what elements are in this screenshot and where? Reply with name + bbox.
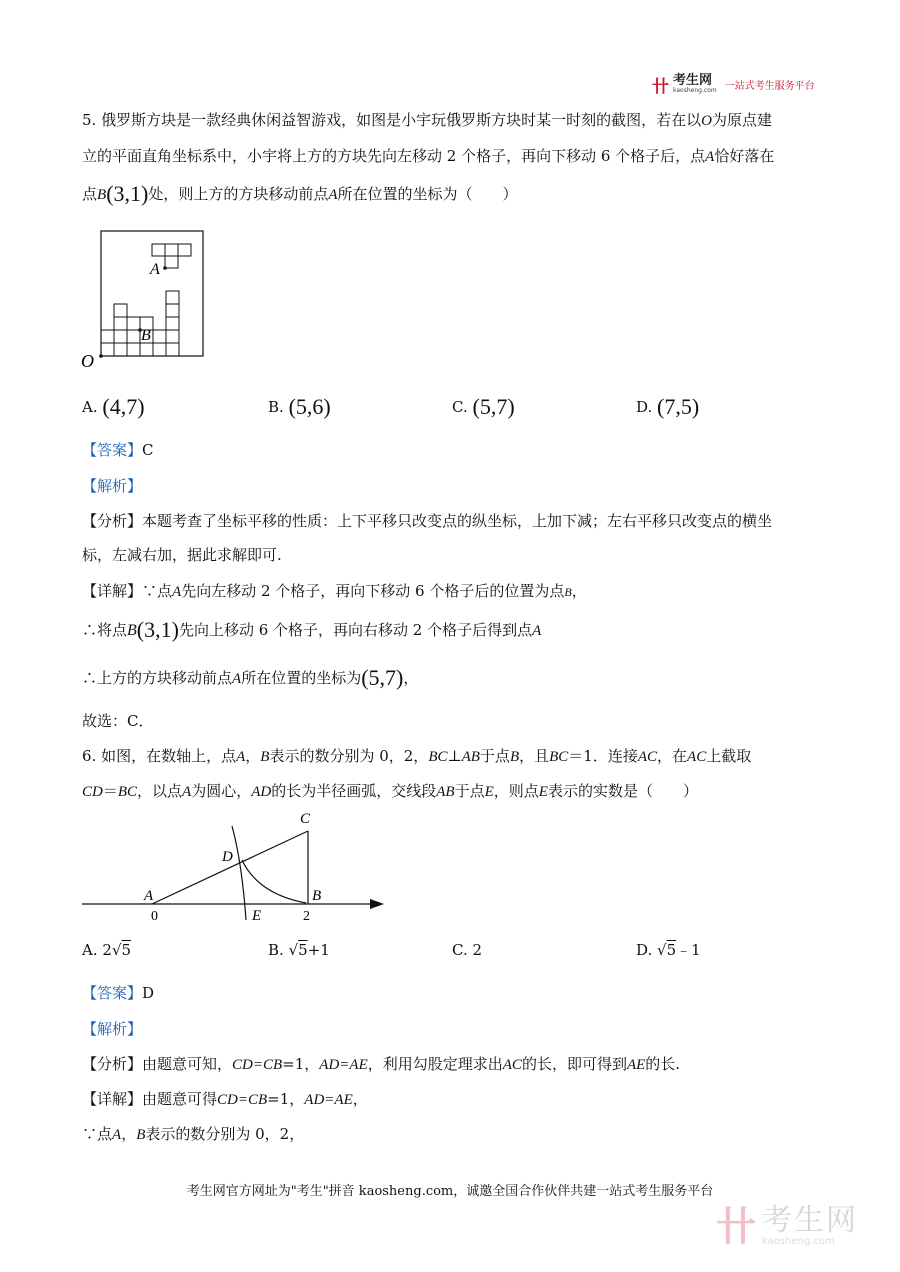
q5-fenxi-line-2: 标，左减右加，据此求解即可. — [82, 546, 282, 564]
stack-cell — [153, 343, 166, 356]
q6-analysis-tag: 【解析】 — [82, 1020, 143, 1038]
header-slogan: 一站式考生服务平台 — [724, 80, 815, 92]
q5-stem-line-2: 立的平面直角坐标系中，小宇将上方的方块先向左移动 2 个格子，再向下移动 6 个格子后，点A恰好落在 — [82, 147, 775, 165]
stack-cell — [114, 304, 127, 317]
stack-cell — [101, 330, 114, 343]
page-footer: 考生网官方网址为"考生"拼音 kaosheng.com，诚邀全国合作伙伴共建一站式考生服务平台 — [186, 1184, 714, 1199]
label-zero: 0 — [151, 909, 158, 924]
stack-cell — [114, 330, 127, 343]
q6-answer: 【答案】D — [82, 984, 155, 1002]
q5-tetris-figure — [78, 228, 208, 370]
sqrt-icon: √ — [657, 941, 667, 959]
label-B: B — [141, 327, 151, 344]
q5-detail-line-3: ∴上方的方块移动前点A所在位置的坐标为(5,7)， — [82, 665, 419, 690]
label-E: E — [252, 908, 262, 924]
logo-domain: kaosheng.com — [673, 87, 717, 94]
watermark-name: 考生网 — [762, 1203, 858, 1238]
watermark-domain: kaosheng.com — [762, 1236, 835, 1247]
q6-detail-line-1: 【详解】由题意可得CD=CB=1，AD=AE， — [82, 1090, 368, 1108]
header-logo — [652, 72, 815, 96]
stack-cell — [153, 330, 166, 343]
stack-cell — [166, 291, 179, 304]
q5-stem-line-1: 5. 俄罗斯方块是一款经典休闲益智游戏，如图是小宇玩俄罗斯方块时某一时刻的截图，若在以O为原点建 — [82, 111, 772, 129]
point-O-dot — [99, 354, 103, 358]
q5-option-d[interactable]: D. (7,5) — [636, 394, 700, 419]
piece-cell — [152, 244, 165, 256]
piece-cell — [165, 244, 178, 256]
q6-option-c[interactable]: C. 2 — [452, 941, 483, 959]
stack-cell — [114, 317, 127, 330]
watermark — [716, 1203, 858, 1250]
stack-cell — [166, 317, 179, 330]
logo-text — [673, 74, 717, 94]
q5-detail-line-1: 【详解】∵点A先向左移动 2 个格子，再向下移动 6 个格子后的位置为点B， — [82, 582, 587, 600]
q6-stem-line-2: CD＝BC，以点A为圆心，AD的长为半径画弧，交线段AB于点E，则点E表示的实数是（ ） — [82, 782, 698, 800]
stack-cell — [166, 330, 179, 343]
label-O: O — [81, 351, 94, 370]
q5-option-c[interactable]: C. (5,7) — [452, 394, 515, 419]
arc-lower — [242, 860, 306, 903]
q5-option-b[interactable]: B. (5,6) — [268, 394, 331, 419]
arc-upper — [232, 826, 246, 920]
stack-cell — [166, 304, 179, 317]
q5-fenxi-line-1: 【分析】本题考查了坐标平移的性质：上下平移只改变点的纵坐标，上加下减；左右平移只改变点的横坐 — [82, 512, 773, 530]
q5-stem-line-3: 点B(3,1)处，则上方的方块移动前点A所在位置的坐标为（ ） — [82, 181, 518, 206]
label-C: C — [300, 811, 311, 827]
stack-cell — [127, 330, 140, 343]
label-two: 2 — [303, 909, 310, 924]
sqrt-icon: √ — [288, 941, 299, 959]
stack-cell — [127, 343, 140, 356]
q5-choose: 故选：C． — [82, 712, 154, 730]
q6-option-a[interactable]: A. 2√5 — [82, 941, 132, 959]
stack-cell — [140, 343, 153, 356]
axis-arrow — [370, 899, 384, 909]
stack-cell — [127, 317, 140, 330]
label-A: A — [144, 888, 154, 904]
q5-analysis-tag: 【解析】 — [82, 477, 143, 495]
label-D: D — [222, 849, 233, 865]
sqrt-icon: √ — [111, 941, 122, 959]
point-A-dot — [163, 266, 167, 270]
label-A: A — [150, 261, 160, 278]
stack-cell — [114, 343, 127, 356]
q6-numberline-figure — [82, 808, 392, 926]
segment-AC — [152, 831, 308, 904]
q6-detail-line-2: ∵点A，B表示的数分别为 0，2， — [82, 1125, 305, 1143]
q6-fenxi: 【分析】由题意可知，CD=CB=1，AD=AE，利用勾股定理求出AC的长，即可得到AE的长. — [82, 1055, 681, 1073]
logo-name: 考生网 — [673, 73, 713, 88]
logo-icon: 卄 — [652, 76, 669, 97]
q6-option-b[interactable]: B. √5+1 — [268, 941, 330, 959]
q6-stem-line-1: 6. 如图，在数轴上，点A，B表示的数分别为 0，2，BC⊥AB于点B，且BC＝1．连接AC，在AC上截取 — [82, 747, 752, 765]
piece-cell — [165, 256, 178, 268]
stack-cell — [101, 343, 114, 356]
q6-option-d[interactable]: D. √5﹣1 — [636, 941, 701, 959]
watermark-logo-icon: 卄 — [716, 1203, 756, 1250]
label-B: B — [312, 888, 322, 904]
piece-cell — [178, 244, 191, 256]
q5-detail-line-2: ∴将点B(3,1)先向上移动 6 个格子，再向右移动 2 个格子后得到点A — [82, 617, 542, 642]
stack-cell — [166, 343, 179, 356]
q5-option-a[interactable]: A. (4,7) — [82, 394, 145, 419]
q5-answer: 【答案】C — [82, 441, 154, 459]
